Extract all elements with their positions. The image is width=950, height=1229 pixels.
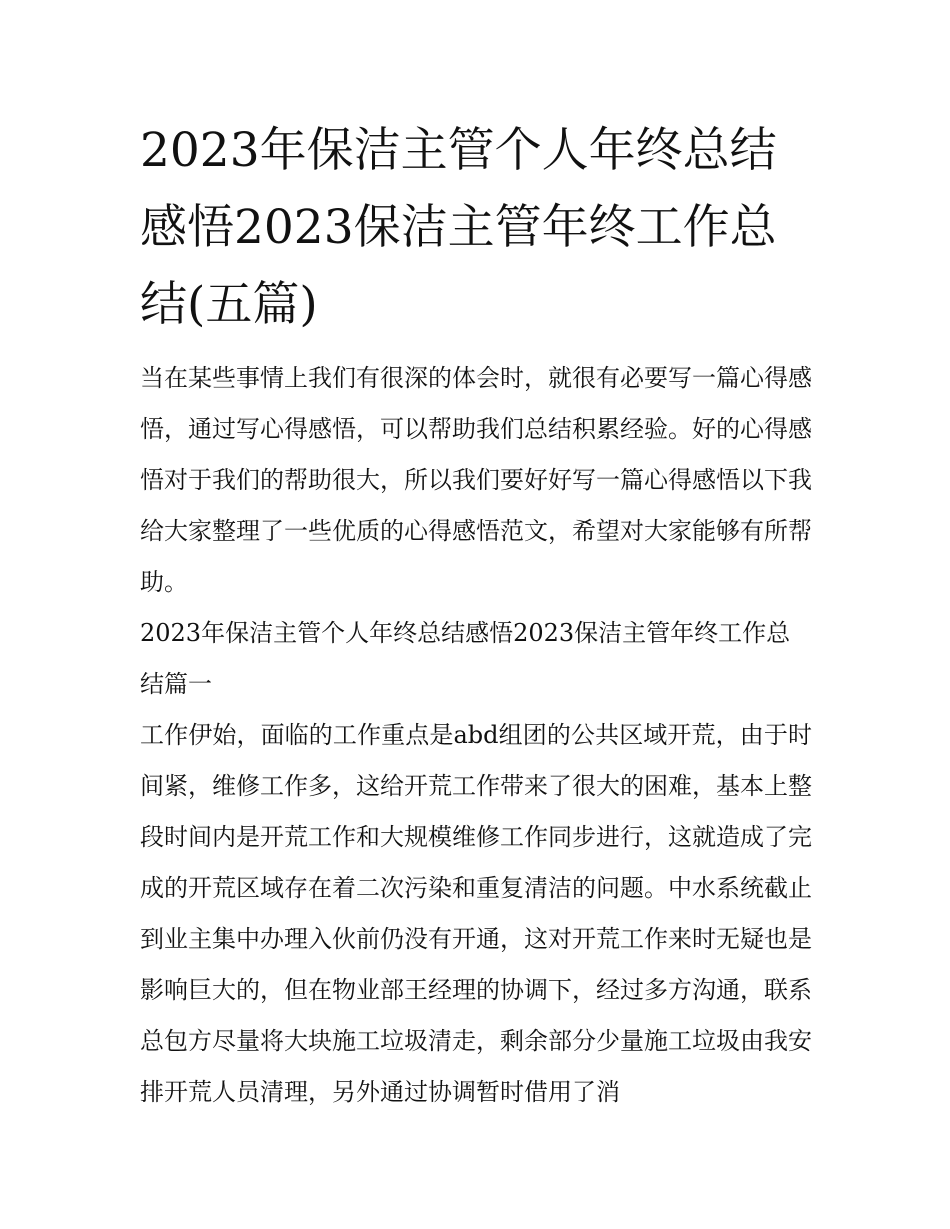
intro-paragraph: 当在某些事情上我们有很深的体会时，就很有必要写一篇心得感悟，通过写心得感悟，可以帮助我们总结积累经验。好的心得感悟对于我们的帮助很大，所以我们要好好写一篇心得感悟以下我给大家整理了一些优质的心得感悟范文，希望对大家能够有所帮助。	[140, 364, 812, 596]
body-paragraph: 工作伊始，面临的工作重点是abd组团的公共区域开荒，由于时间紧，维修工作多，这给开荒工作带来了很大的困难，基本上整段时间内是开荒工作和大规模维修工作同步进行，这就造成了完成的开荒区域存在着二次污染和重复清洁的问题。中水系统截止到业主集中办理入伙前仍没有开通，这对开荒工作来时无疑也是影响巨大的，但在物业部王经理的协调下，经过多方沟通，联系总包方尽量将大块施工垃圾清走，剩余部分少量施工垃圾由我安排开荒人员清理，另外通过协调暂时借用了消	[140, 721, 812, 1106]
document-title: 2023年保洁主管个人年终总结感悟2023保洁主管年终工作总结(五篇)	[140, 123, 777, 332]
document-content	[140, 112, 812, 1118]
section-heading: 2023年保洁主管个人年终总结感悟2023保洁主管年终工作总结篇一	[140, 619, 791, 698]
